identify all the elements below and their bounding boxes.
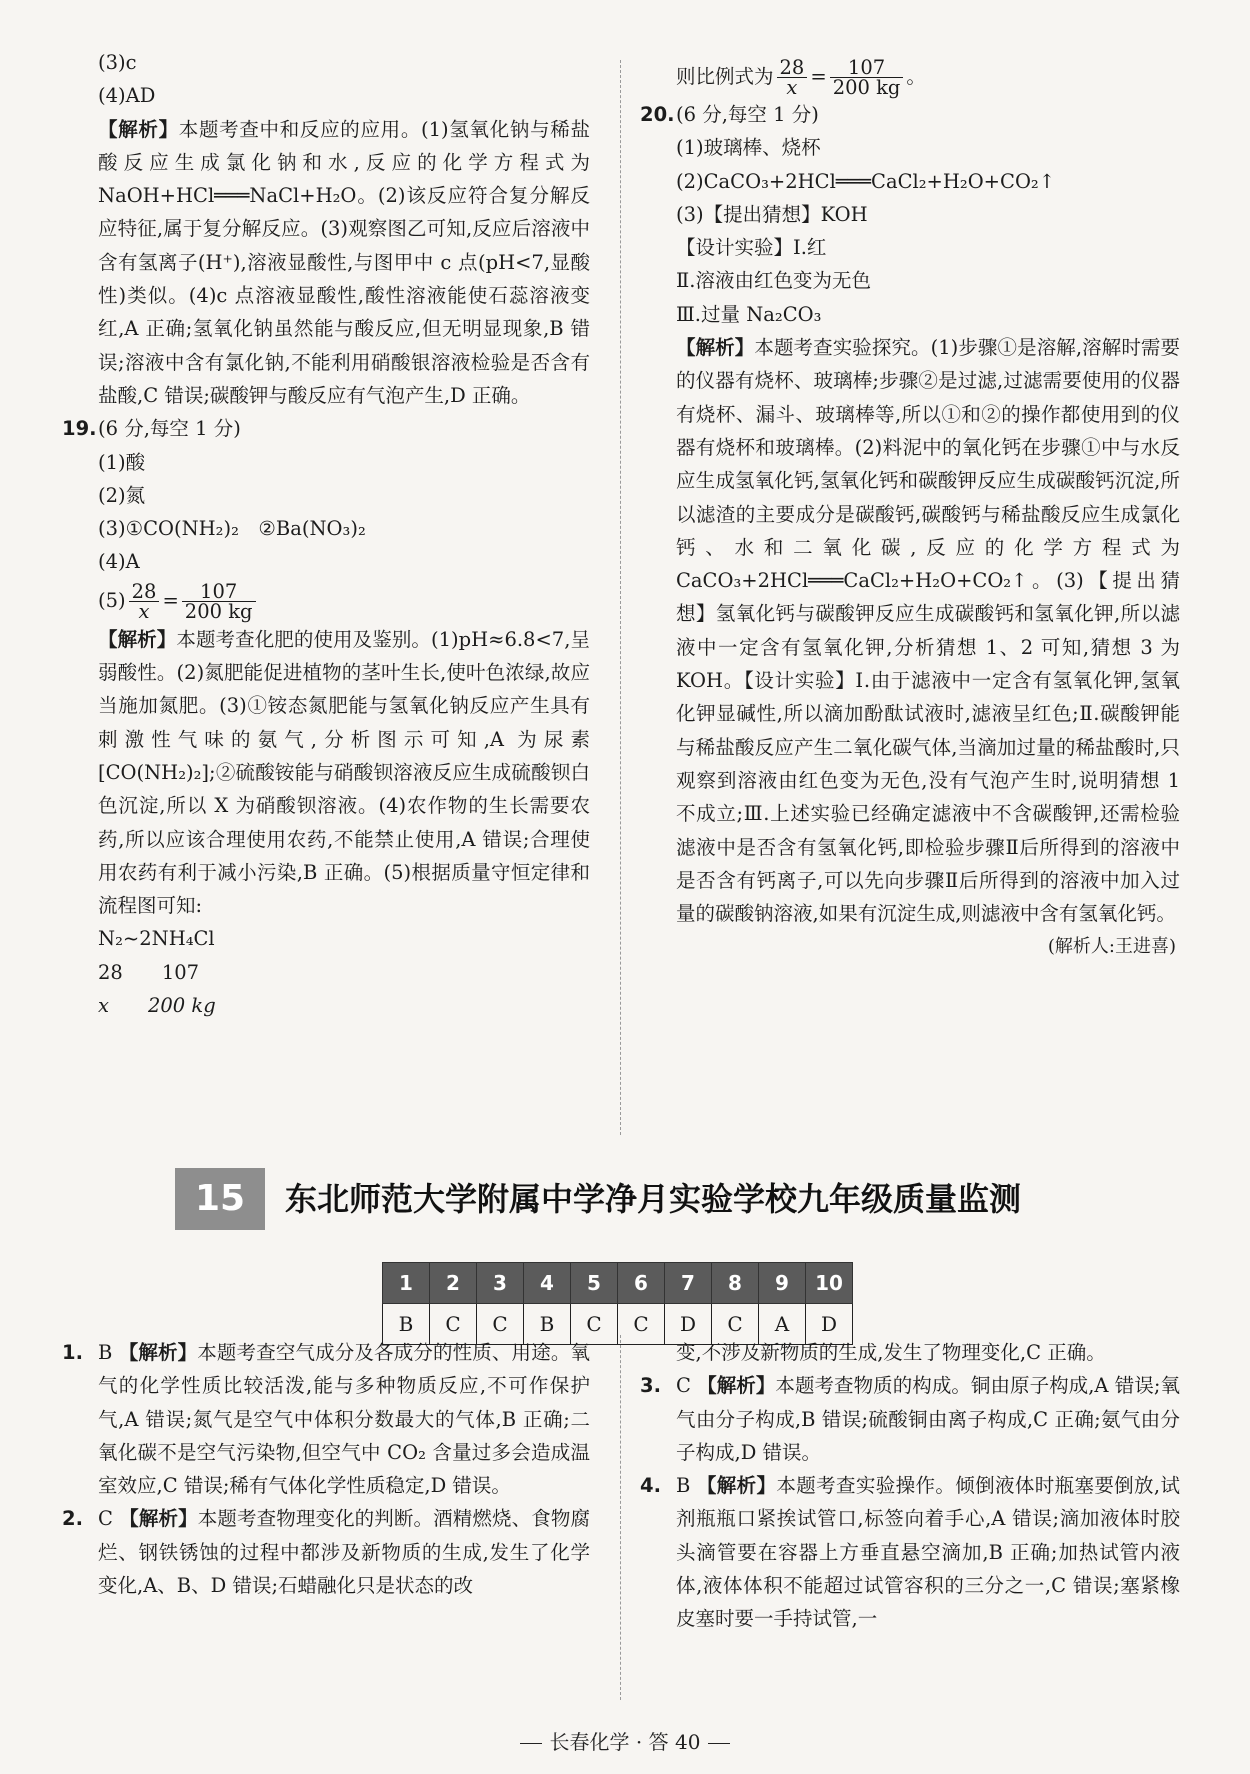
q4-entry bbox=[640, 1469, 1180, 1635]
question-number-cell: 2 bbox=[430, 1263, 477, 1304]
q18-analysis bbox=[62, 113, 590, 413]
answer-cell: C bbox=[618, 1304, 665, 1345]
column-divider bbox=[620, 60, 621, 1135]
q2-entry bbox=[62, 1502, 590, 1602]
question-number-cell: 7 bbox=[665, 1263, 712, 1304]
q18-part4: (4)AD bbox=[98, 84, 156, 108]
q1-answer: B bbox=[98, 1341, 113, 1364]
question-number-cell: 10 bbox=[806, 1263, 853, 1304]
fraction-numerator: 28 bbox=[129, 582, 160, 602]
q19-part3: (3)①CO(NH₂)₂ ②Ba(NO₃)₂ bbox=[98, 517, 366, 541]
analysis-tag: 【解析】 bbox=[98, 627, 177, 651]
question-number-cell: 8 bbox=[712, 1263, 759, 1304]
fraction-denominator: x bbox=[786, 76, 798, 99]
ratio-end: 。 bbox=[906, 65, 926, 88]
q19-analysis-text: 本题考查化肥的使用及鉴别。(1)pH≈6.8<7,呈弱酸性。(2)氮肥能促进植物的茎叶生长,使叶色浓绿,故应当施加氮肥。(3)①铵态氮肥能与氢氧化钠反应产生具有刺激性气味的氨气,分析图示可知,A 为尿素[CO(NH₂)₂];②硫酸铵能与硝酸钡溶液反应生成硫酸钡白色沉淀,所以 X 为硝酸钡溶液。(4)农作物的生长需要农药,所以应该合理使用农药,不能禁止使用,A 错误;合理使用农药有利于减小污染,B 正确。(5)根据质量守恒定律和流程图可知: bbox=[98, 627, 590, 918]
q19-part5 bbox=[62, 579, 590, 623]
fraction-denominator: 200 kg bbox=[832, 76, 901, 99]
analysis-tag: 【解析】 bbox=[119, 1507, 198, 1531]
q19-analysis bbox=[62, 623, 590, 923]
q2-answer: C bbox=[98, 1507, 113, 1531]
relation-line-3: x 200 kg bbox=[98, 994, 216, 1018]
analysis-tag: 【解析】 bbox=[696, 1474, 777, 1498]
fraction-denominator: x bbox=[138, 599, 150, 623]
answer-cell: D bbox=[665, 1304, 712, 1345]
q19-number: 19. bbox=[62, 417, 97, 441]
q2-number: 2. bbox=[62, 1507, 83, 1531]
bottom-left-column bbox=[62, 1336, 590, 1602]
q4-answer: B bbox=[676, 1474, 691, 1498]
fraction-numerator: 107 bbox=[182, 582, 256, 602]
analysis-tag: 【解析】 bbox=[697, 1374, 776, 1398]
q2-analysis-text: 本题考查物理变化的判断。酒精燃烧、食物腐烂、钢铁锈蚀的过程中都涉及新物质的生成,发生了化学变化,A、B、D 错误;石蜡融化只是状态的改 bbox=[98, 1507, 590, 1598]
question-number-cell: 6 bbox=[618, 1263, 665, 1304]
q20-head-text: (6 分,每空 1 分) bbox=[676, 103, 819, 126]
q19-part2: (2)氮 bbox=[98, 483, 146, 507]
q3-answer: C bbox=[676, 1374, 691, 1398]
fraction-denominator: 200 kg bbox=[184, 599, 253, 623]
q2-continuation: 变,不涉及新物质的生成,发生了物理变化,C 正确。 bbox=[676, 1341, 1106, 1364]
answer-cell: C bbox=[712, 1304, 759, 1345]
fraction-right bbox=[182, 579, 256, 623]
answer-cell: A bbox=[759, 1304, 806, 1345]
ratio-prefix: 则比例式为 bbox=[676, 65, 774, 88]
q20-design-1: 【设计实验】Ⅰ.红 bbox=[676, 236, 827, 260]
left-column bbox=[62, 46, 590, 1022]
q20-heading bbox=[640, 98, 1180, 131]
analysis-tag: 【解析】 bbox=[676, 336, 755, 360]
q3-analysis-text: 本题考查物质的构成。铜由原子构成,A 错误;氧气由分子构成,B 错误;硫酸铜由离子构成,C 正确;氨气由分子构成,D 错误。 bbox=[676, 1374, 1180, 1464]
q20-design-2: Ⅱ.溶液由红色变为无色 bbox=[676, 269, 871, 293]
fraction-left bbox=[777, 58, 808, 97]
q18-analysis-text: 本题考查中和反应的应用。(1)氢氧化钠与稀盐酸反应生成氯化钠和水,反应的化学方程式为NaOH+HCl═══NaCl+H₂O。(2)该反应符合复分解反应特征,属于复分解反应。(3)观察图乙可知,反应后溶液中含有氢离子(H⁺),溶液显酸性,与图甲中 c 点(pH<7,显酸性)类似。(4)c 点溶液显酸性,酸性溶液能使石蕊溶液变红,A 正确;氢氧化钠虽然能与酸反应,但无明显现象,B 错误;溶液中含有氯化钠,不能利用硝酸银溶液检验是否含有盐酸,C 错误;碳酸钾与酸反应有气泡产生,D 正确。 bbox=[98, 117, 590, 407]
fraction-left bbox=[129, 579, 160, 623]
q20-part3: (3)【提出猜想】KOH bbox=[676, 202, 868, 226]
question-number-cell: 4 bbox=[524, 1263, 571, 1304]
q19-heading bbox=[62, 412, 590, 445]
answer-cell: B bbox=[383, 1304, 430, 1345]
relation-line-1: N₂~2NH₄Cl bbox=[98, 927, 215, 951]
right-column bbox=[640, 56, 1180, 964]
question-number-cell: 5 bbox=[571, 1263, 618, 1304]
q19-part5-prefix: (5) bbox=[98, 588, 126, 612]
q19-part1: (1)酸 bbox=[98, 450, 146, 474]
column-divider-lower bbox=[620, 1335, 621, 1700]
answer-cell: B bbox=[524, 1304, 571, 1345]
answer-table-header-row bbox=[383, 1263, 853, 1304]
section-title: 东北师范大学附属中学净月实验学校九年级质量监测 bbox=[285, 1180, 1022, 1218]
q4-analysis-text: 本题考查实验操作。倾倒液体时瓶塞要倒放,试剂瓶瓶口紧挨试管口,标签向着手心,A 错误;滴加液体时胶头滴管要在容器上方垂直悬空滴加,B 正确;加热试管内液体,液体体积不能超过试管容积的三分之一,C 错误;塞紧橡皮塞时要一手持试管,一 bbox=[676, 1474, 1180, 1631]
q19-head-text: (6 分,每空 1 分) bbox=[98, 417, 241, 441]
answer-cell: C bbox=[571, 1304, 618, 1345]
question-number-cell: 3 bbox=[477, 1263, 524, 1304]
q20-design-3: Ⅲ.过量 Na₂CO₃ bbox=[676, 302, 822, 326]
analysis-tag: 【解析】 bbox=[98, 117, 179, 141]
question-number-cell: 9 bbox=[759, 1263, 806, 1304]
fraction-numerator: 28 bbox=[777, 58, 808, 78]
equals-sign: = bbox=[810, 65, 827, 88]
q18-part3: (3)c bbox=[98, 51, 137, 74]
q19-part4: (4)A bbox=[98, 550, 140, 574]
fraction-right bbox=[830, 58, 904, 97]
answer-key-table bbox=[382, 1262, 853, 1345]
q20-part1: (1)玻璃棒、烧杯 bbox=[676, 136, 821, 160]
q20-part2: (2)CaCO₃+2HCl═══CaCl₂+H₂O+CO₂↑ bbox=[676, 169, 1056, 193]
analysis-tag: 【解析】 bbox=[118, 1341, 198, 1364]
q20-analysis bbox=[640, 331, 1180, 930]
q20-number: 20. bbox=[640, 103, 675, 126]
q1-number: 1. bbox=[62, 1341, 83, 1364]
q20-analysis-text: 本题考查实验探究。(1)步骤①是溶解,溶解时需要的仪器有烧杯、玻璃棒;步骤②是过滤,过滤需要使用的仪器有烧杯、漏斗、玻璃棒等,所以①和②的操作都使用到的仪器有烧杯和玻璃棒。(2)料泥中的氧化钙在步骤①中与水反应生成氢氧化钙,氢氧化钙和碳酸钾反应生成碳酸钙沉淀,所以滤渣的主要成分是碳酸钙,碳酸钙与稀盐酸反应生成氯化钙、水和二氧化碳,反应的化学方程式为 CaCO₃+2HCl═══CaCl₂+H₂O+CO₂↑。(3)【提出猜想】氢氧化钙与碳酸钾反应生成碳酸钙和氢氧化钾,所以滤液中一定含有氢氧化钾,分析猜想 1、2 可知,猜想 3 为 KOH。【设计实验】Ⅰ.由于滤液中一定含有氢氧化钾,氢氧化钾显碱性,所以滴加酚酞试液时,滤液呈红色;Ⅱ.碳酸钾能与稀盐酸反应产生二氧化碳气体,当滴加过量的稀盐酸时,只观察到溶液由红色变为无色,没有气泡产生时,说明猜想 1 不成立;Ⅲ.上述实验已经确定滤液中不含碳酸钾,还需检验滤液中是否含有氢氧化钙,即检验步骤Ⅱ后所得到的溶液中是否含有钙离子,可以先向步骤Ⅱ后所得到的溶液中加入过量的碳酸钠溶液,如果有沉淀生成,则滤液中含有氢氧化钙。 bbox=[676, 336, 1180, 926]
q1-entry bbox=[62, 1336, 590, 1502]
footer-label: 长春化学 · 答 40 bbox=[549, 1730, 701, 1754]
signer: (解析人:王进喜) bbox=[1047, 936, 1176, 958]
footer-dash-right bbox=[708, 1743, 730, 1744]
q4-number: 4. bbox=[640, 1474, 661, 1498]
fraction-numerator: 107 bbox=[830, 58, 904, 78]
q3-number: 3. bbox=[640, 1374, 661, 1398]
q1-analysis-text: 本题考查空气成分及各成分的性质、用途。氧气的化学性质比较活泼,能与多种物质反应,不可作保护气,A 错误;氮气是空气中体积分数最大的气体,B 正确;二氧化碳不是空气污染物,但空气中 CO₂ 含量过多会造成温室效应,C 错误;稀有气体化学性质稳定,D 错误。 bbox=[98, 1341, 590, 1498]
footer-dash-left bbox=[520, 1743, 542, 1744]
section-number-badge: 15 bbox=[175, 1168, 265, 1230]
relation-line-2: 28 107 bbox=[98, 960, 200, 984]
answer-cell: C bbox=[477, 1304, 524, 1345]
answer-cell: D bbox=[806, 1304, 853, 1345]
ratio-line bbox=[640, 56, 1180, 98]
answer-cell: C bbox=[430, 1304, 477, 1345]
equals-sign: = bbox=[162, 588, 179, 612]
page-footer bbox=[0, 1726, 1250, 1755]
bottom-right-column bbox=[640, 1336, 1180, 1636]
question-number-cell: 1 bbox=[383, 1263, 430, 1304]
q3-entry bbox=[640, 1369, 1180, 1469]
